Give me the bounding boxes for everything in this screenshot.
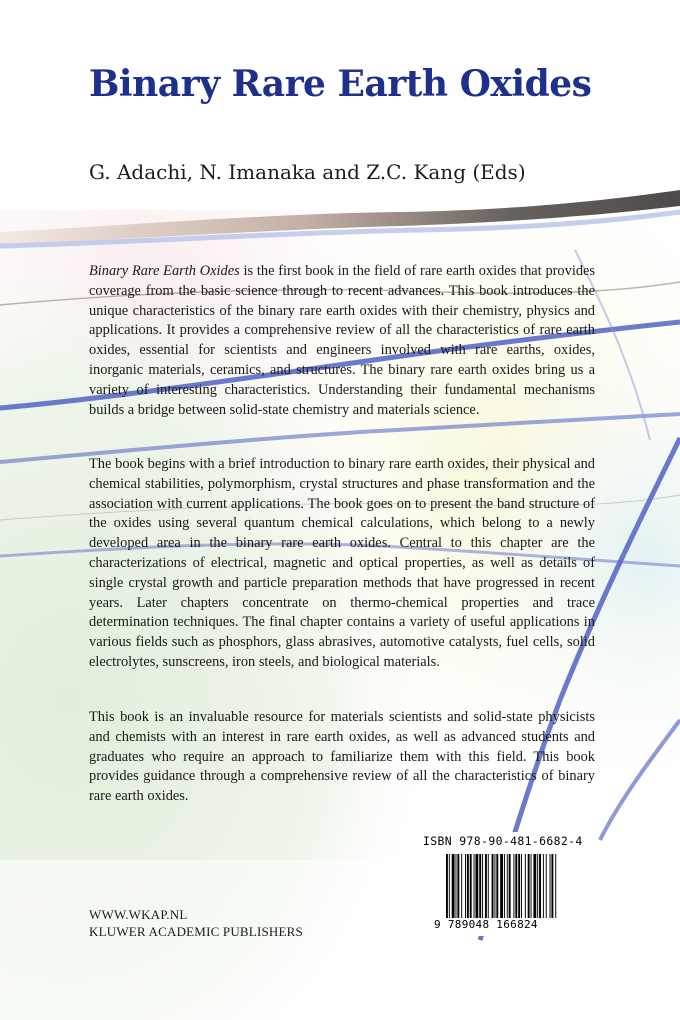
publisher-url: WWW.WKAP.NL — [89, 907, 188, 922]
isbn-barcode-block — [420, 832, 596, 936]
barcode-icon — [446, 854, 588, 922]
blurb-paragraph-2: The book begins with a brief introduction to binary rare earth oxides, their physical and chemical stabilities, polymorphism, crystal structures and phase transformation and the association with current applications. The book goes on to present the band structure of the oxides using several quantum chemical calculations, which belong to a newly developed area in the binary rare earth oxides. Central to this chapter are the characterizations of electrical, magnetic and optical properties, as well as details of single crystal growth and particle preparation methods that have progressed in recent years. Later chapters concentrate on thermo-chemical properties and trace determination techniques. The final chapter contains a variety of useful applications in various fields such as phosphors, glass abrasives, automotive catalysts, fuel cells, solid electrolytes, sunscreens, iron steels, and biological materials. — [89, 456, 595, 670]
title-italic: Binary Rare Earth Oxides — [89, 263, 240, 279]
publisher-name: KLUWER ACADEMIC PUBLISHERS — [89, 924, 303, 939]
blurb-paragraph-3: This book is an invaluable resource for materials scientists and solid-state physicists and chemists with an interest in rare earth oxides, as well as advanced students and graduates who require an approach to familiarize them with this field. This book provides guidance through a comprehensive review of all the characteristics of binary rare earth oxides. — [89, 709, 595, 805]
book-title: Binary Rare Earth Oxides — [89, 63, 592, 105]
blurb-paragraph-1-text: is the first book in the field of rare earth oxides that provides coverage from the basic science through to recent advances. This book introduces the unique characteristics of the binary rare earth oxides with their chemistry, physics and applications. It provides a comprehensive review of all the characteristics of rare earth oxides, essential for scientists and engineers involved with rare earths, oxides, inorganic materials, ceramics, and structures. The binary rare earth oxides bring us a variety of interesting characteristics. Understanding their fundamental mechanisms builds a bridge between solid-state chemistry and materials science. — [89, 263, 596, 418]
barcode-digits: 9 789048 166824 — [434, 918, 538, 931]
book-authors: G. Adachi, N. Imanaka and Z.C. Kang (Eds) — [89, 160, 526, 184]
isbn-label: ISBN 978-90-481-6682-4 — [423, 834, 583, 848]
blurb-paragraph-1 — [89, 262, 595, 420]
publisher-info — [89, 906, 303, 940]
